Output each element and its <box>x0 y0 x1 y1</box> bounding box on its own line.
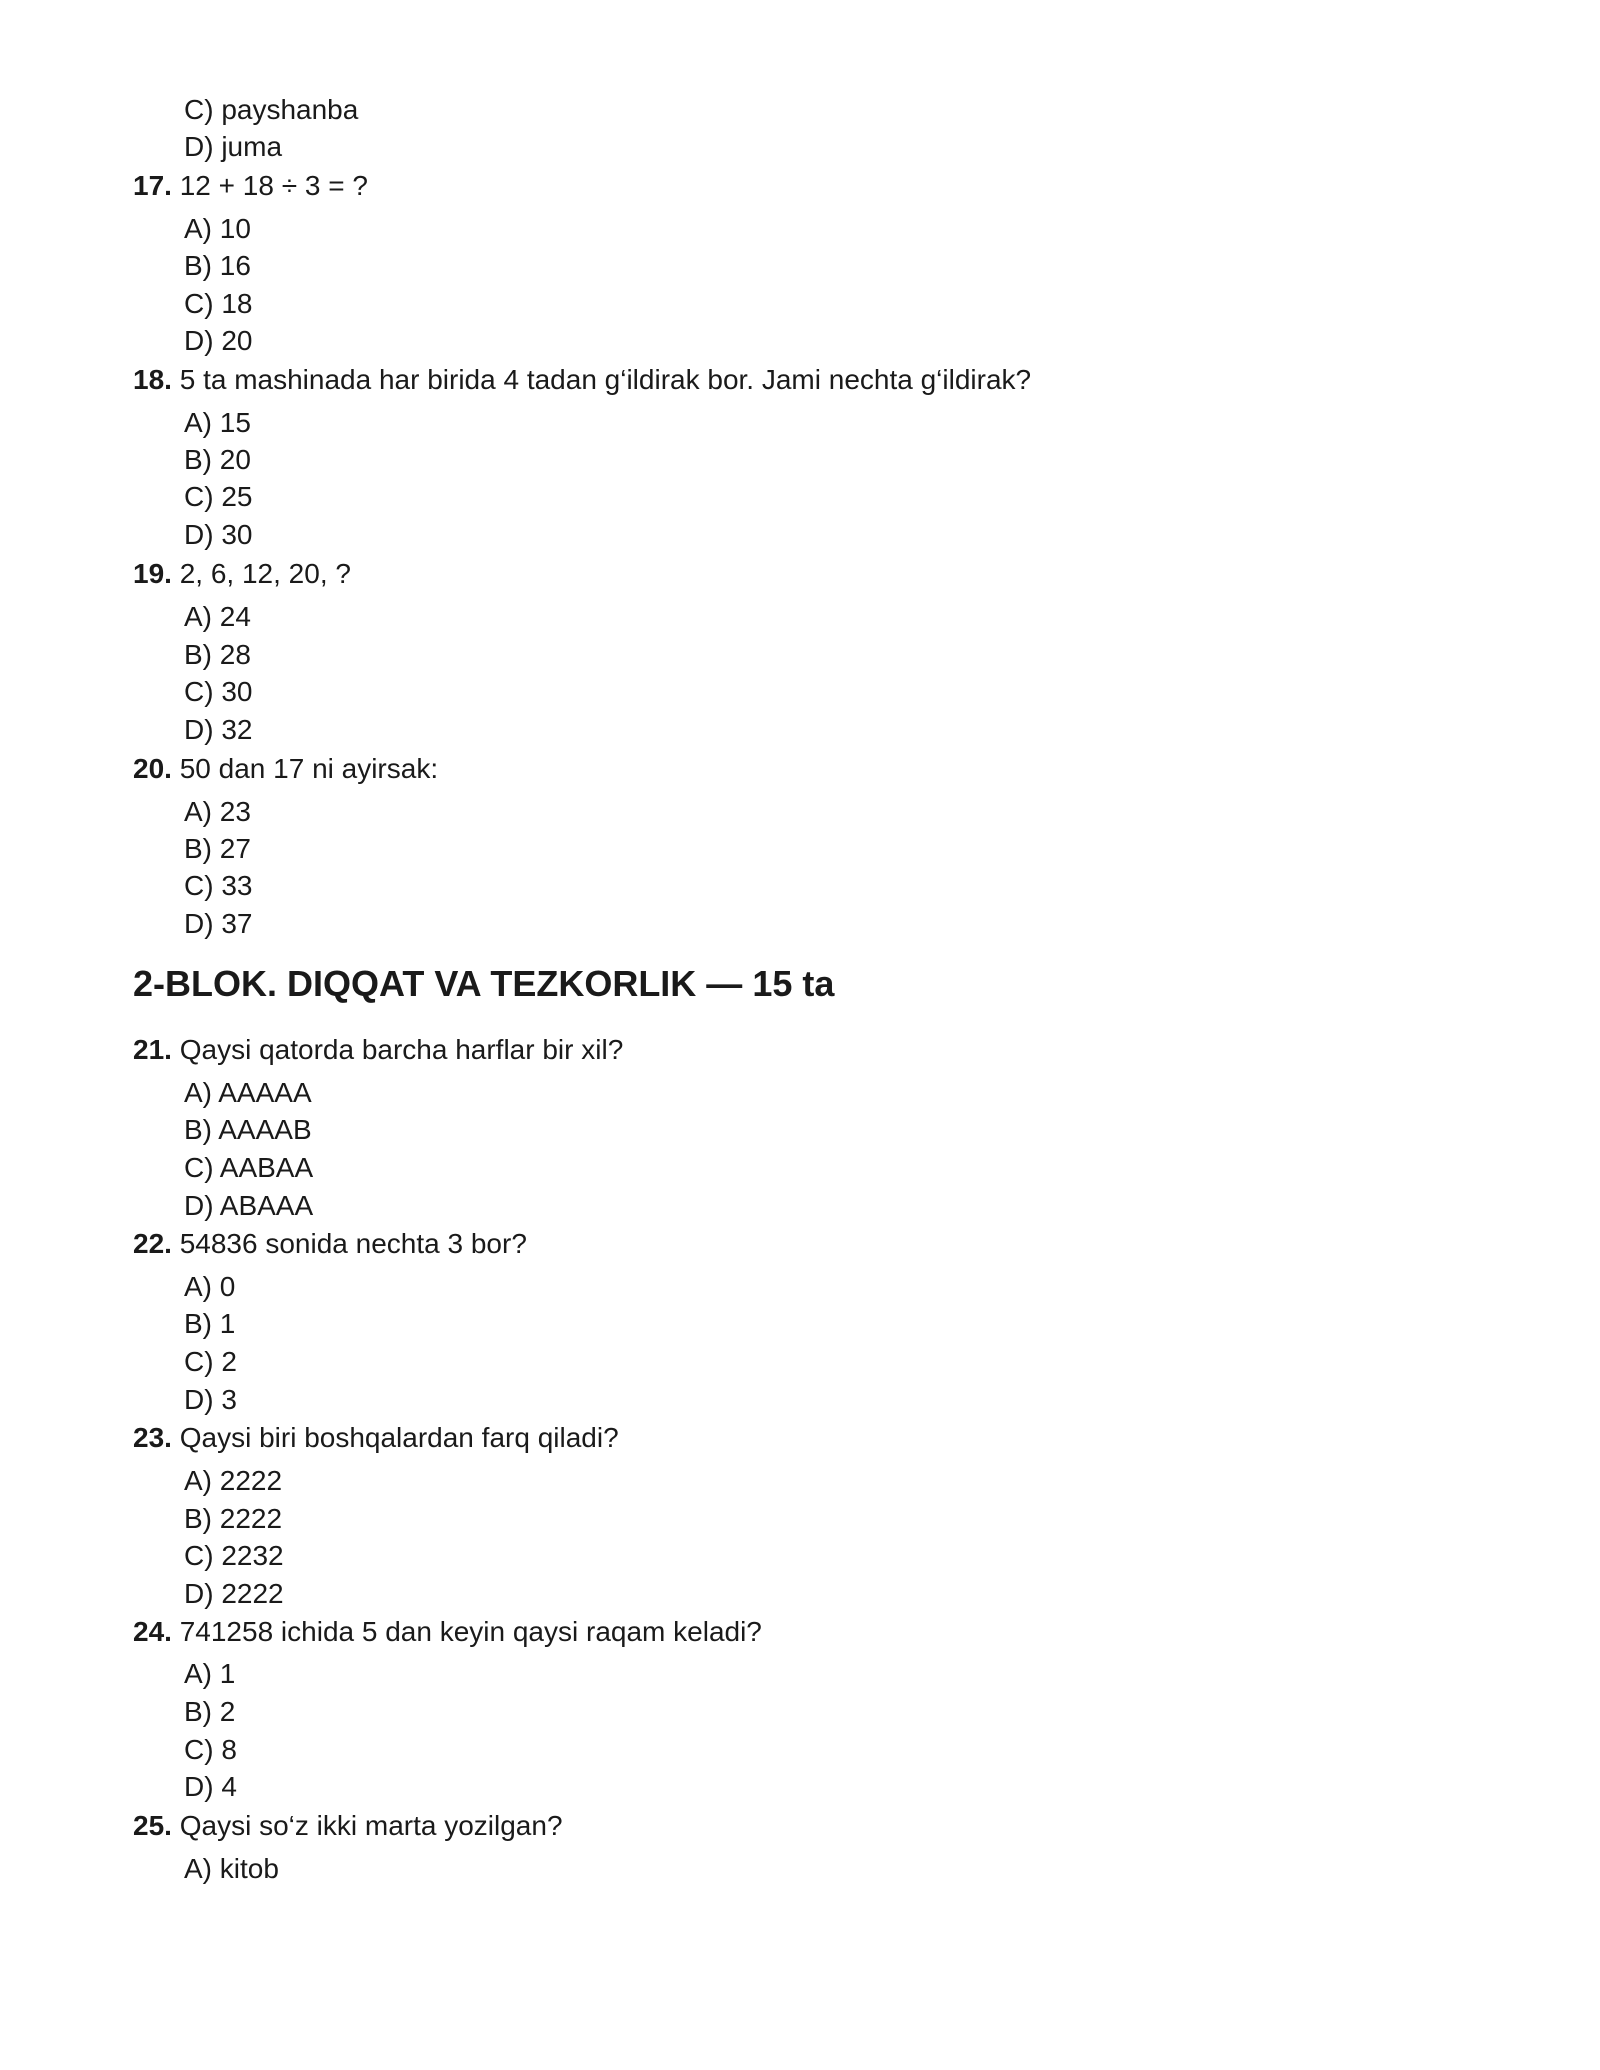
answer-option: C) 8 <box>184 1734 237 1765</box>
answer-option: C) 30 <box>184 676 253 707</box>
answer-option: D) juma <box>184 131 283 162</box>
question-number: 17. <box>133 170 172 201</box>
answer-option: D) 3 <box>184 1384 237 1415</box>
question-22 <box>133 1227 527 1261</box>
answer-option: C) 33 <box>184 870 253 901</box>
answer-option: D) 30 <box>184 519 253 550</box>
answer-option: D) 20 <box>184 325 253 356</box>
question-number: 23. <box>133 1422 172 1453</box>
answer-option: A) kitob <box>184 1853 279 1884</box>
question-20 <box>133 752 438 786</box>
question-24 <box>133 1615 762 1649</box>
answer-option: B) 1 <box>184 1308 236 1339</box>
question-21 <box>133 1033 623 1067</box>
answer-option: A) 24 <box>184 601 251 632</box>
question-text: 54836 sonida nechta 3 bor? <box>179 1228 527 1259</box>
answer-option: C) 25 <box>184 481 253 512</box>
answer-option: A) 2222 <box>184 1465 283 1496</box>
answer-option: A) 23 <box>184 796 251 827</box>
question-number: 20. <box>133 753 172 784</box>
answer-option: B) 20 <box>184 444 251 475</box>
question-text: Qaysi qatorda barcha harflar bir xil? <box>179 1034 624 1065</box>
answer-option: B) 2 <box>184 1696 236 1727</box>
answer-option: D) 4 <box>184 1771 237 1802</box>
question-text: Qaysi biri boshqalardan farq qiladi? <box>179 1422 619 1453</box>
question-23 <box>133 1421 619 1455</box>
question-text: 741258 ichida 5 dan keyin qaysi raqam keladi? <box>179 1616 762 1647</box>
question-19 <box>133 557 351 591</box>
question-17 <box>133 169 368 203</box>
question-text: 2, 6, 12, 20, ? <box>179 558 351 589</box>
answer-option: C) AABAA <box>184 1152 314 1183</box>
answer-option: A) 15 <box>184 407 251 438</box>
answer-option: A) 10 <box>184 213 251 244</box>
question-text: 5 ta mashinada har birida 4 tadan g‘ildirak bor. Jami nechta g‘ildirak? <box>179 364 1032 395</box>
answer-option: A) 1 <box>184 1658 236 1689</box>
answer-option: D) ABAAA <box>184 1190 314 1221</box>
question-18 <box>133 363 1031 397</box>
question-number: 22. <box>133 1228 172 1259</box>
question-number: 19. <box>133 558 172 589</box>
answer-option: B) 27 <box>184 833 251 864</box>
answer-option: B) AAAAB <box>184 1114 312 1145</box>
question-text: 12 + 18 ÷ 3 = ? <box>179 170 368 201</box>
answer-option: B) 28 <box>184 639 251 670</box>
answer-option: B) 2222 <box>184 1503 283 1534</box>
answer-option: C) 2 <box>184 1346 237 1377</box>
answer-option: B) 16 <box>184 250 251 281</box>
answer-option: D) 32 <box>184 714 253 745</box>
question-number: 25. <box>133 1810 172 1841</box>
section-heading: 2-BLOK. DIQQAT VA TEZKORLIK — 15 ta <box>133 963 835 1004</box>
answer-option: C) 2232 <box>184 1540 284 1571</box>
question-number: 21. <box>133 1034 172 1065</box>
answer-option: A) AAAAA <box>184 1077 312 1108</box>
question-25 <box>133 1809 563 1843</box>
answer-option: A) 0 <box>184 1271 236 1302</box>
answer-option: D) 2222 <box>184 1578 284 1609</box>
question-text: 50 dan 17 ni ayirsak: <box>179 753 439 784</box>
answer-option: D) 37 <box>184 908 253 939</box>
answer-option: C) payshanba <box>184 94 359 125</box>
question-number: 18. <box>133 364 172 395</box>
question-number: 24. <box>133 1616 172 1647</box>
answer-option: C) 18 <box>184 288 253 319</box>
question-text: Qaysi so‘z ikki marta yozilgan? <box>179 1810 563 1841</box>
